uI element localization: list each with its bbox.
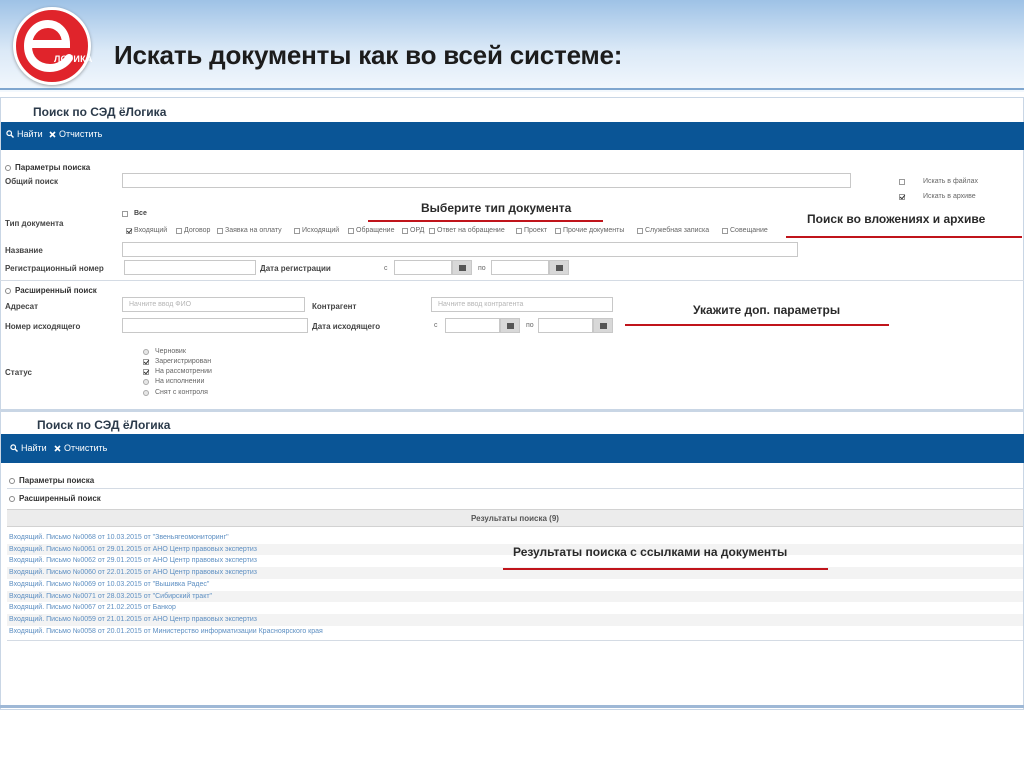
toolbar (1, 122, 1024, 150)
panel-title: Поиск по СЭД ёЛогика (37, 418, 171, 432)
checkbox-icon (516, 228, 522, 234)
result-link[interactable]: Входящий. Письмо №0058 от 20.01.2015 от Министерство информатизации Красноярского края (9, 627, 323, 635)
clear-label: Отчистить (64, 443, 108, 453)
doc-type-label: Тип документа (5, 219, 64, 228)
expand-icon (9, 496, 15, 502)
doc-type-label: Обращение (356, 227, 395, 234)
close-icon (49, 131, 56, 138)
divider (0, 280, 1024, 281)
doc-type-label: Заявка на оплату (225, 227, 282, 234)
search-files-checkbox[interactable] (899, 178, 978, 185)
outgoing-date-from-input[interactable] (445, 318, 500, 333)
callout-extra-params-line (625, 324, 889, 326)
header-rule (0, 88, 1024, 90)
params-section-toggle[interactable] (9, 476, 94, 485)
reg-date-from-input[interactable] (394, 260, 452, 275)
expand-icon (9, 478, 15, 484)
result-link[interactable]: Входящий. Письмо №0068 от 10.03.2015 от "Звеньягеомониторинг" (9, 534, 229, 541)
clear-button[interactable] (54, 443, 107, 453)
extended-section-label: Расширенный поиск (15, 286, 97, 295)
radio-icon (143, 390, 149, 396)
checkbox-icon (143, 359, 149, 365)
addressee-label: Адресат (5, 302, 38, 311)
outgoing-date-to-input[interactable] (538, 318, 593, 333)
radio-icon (143, 379, 149, 385)
status-under-review[interactable] (143, 368, 212, 375)
callout-attachments: Поиск во вложениях и архиве (807, 212, 986, 226)
callout-results: Результаты поиска с ссылками на документы (513, 545, 788, 559)
reg-date-label: Дата регистрации (260, 264, 331, 273)
radio-icon (143, 349, 149, 355)
params-section-label: Параметры поиска (19, 476, 95, 485)
doc-type-label: Ответ на обращение (437, 227, 505, 234)
callout-extra-params: Укажите доп. параметры (693, 303, 841, 317)
slide-title: Искать документы как во всей системе: (114, 40, 623, 70)
doc-type-label: Исходящий (302, 227, 340, 234)
params-section-toggle[interactable] (5, 163, 90, 172)
divider (7, 488, 1023, 489)
result-link[interactable]: Входящий. Письмо №0071 от 28.03.2015 от "Сибирский тракт" (7, 591, 1023, 603)
doc-type-payment-request[interactable] (217, 227, 282, 234)
general-search-label: Общий поиск (5, 177, 59, 186)
doc-type-label: Служебная записка (645, 227, 710, 234)
doc-type-label: Совещание (730, 227, 768, 234)
calendar-icon[interactable] (500, 318, 520, 333)
status-in-progress[interactable] (143, 378, 204, 385)
name-label: Название (5, 246, 43, 255)
addressee-input[interactable] (122, 297, 305, 312)
search-archive-label: Искать в архиве (923, 193, 976, 200)
panel-title: Поиск по СЭД ёЛогика (33, 105, 167, 119)
status-draft[interactable] (143, 348, 186, 355)
callout-doc-type: Выберите тип документа (421, 201, 572, 215)
callout-results-line (503, 568, 828, 570)
checkbox-icon (348, 228, 354, 234)
find-label: Найти (21, 443, 47, 453)
clear-button[interactable] (49, 129, 102, 139)
doc-type-label: ОРД (410, 227, 425, 234)
result-link[interactable]: Входящий. Письмо №0060 от 22.01.2015 от АНО Центр правовых экспертиз (7, 567, 1023, 579)
search-files-label: Искать в файлах (923, 178, 978, 185)
outgoing-number-input[interactable] (122, 318, 308, 333)
reg-date-to-label: по (478, 265, 486, 272)
callout-doc-type-line (368, 220, 603, 222)
find-button[interactable] (6, 129, 43, 139)
reg-date-from-label: с (384, 265, 388, 272)
general-search-input[interactable] (122, 173, 851, 188)
doc-type-other[interactable] (555, 227, 624, 234)
clear-label: Отчистить (59, 129, 103, 139)
outgoing-date-label: Дата исходящего (312, 322, 381, 331)
search-icon (10, 444, 18, 452)
status-option-label: Черновик (155, 348, 186, 355)
status-registered[interactable] (143, 358, 211, 365)
collapse-icon (5, 165, 11, 171)
result-link[interactable]: Входящий. Письмо №0061 от 29.01.2015 от АНО Центр правовых экспертиз (7, 544, 1023, 556)
find-button[interactable] (10, 443, 47, 453)
checkbox-icon (143, 369, 149, 375)
extended-section-toggle[interactable] (9, 494, 101, 503)
counterparty-label: Контрагент (312, 302, 357, 311)
doc-type-outgoing[interactable] (294, 227, 339, 234)
checkbox-icon (429, 228, 435, 234)
doc-type-label: Входящий (134, 227, 168, 234)
doc-type-label: Договор (184, 227, 211, 234)
outgoing-date-to-label: по (526, 322, 534, 329)
checkbox-icon (217, 228, 223, 234)
all-types-label: Все (134, 210, 147, 217)
checkbox-icon (637, 228, 643, 234)
outgoing-date-from-label: с (434, 322, 438, 329)
calendar-icon[interactable] (452, 260, 472, 275)
doc-type-label: Прочие документы (563, 227, 625, 234)
checkbox-icon (899, 179, 905, 185)
doc-type-ord[interactable] (402, 227, 424, 234)
status-option-label: Снят с контроля (155, 389, 208, 396)
logo-e-icon (16, 10, 88, 82)
checkbox-icon (122, 211, 128, 217)
status-label: Статус (5, 368, 32, 377)
doc-type-project[interactable] (516, 227, 547, 234)
result-link[interactable]: Входящий. Письмо №0062 от 29.01.2015 от АНО Центр правовых экспертиз (9, 557, 257, 565)
checkbox-icon (294, 228, 300, 234)
search-icon (6, 130, 14, 138)
extended-section-toggle[interactable] (5, 286, 97, 295)
checkbox-icon (555, 228, 561, 234)
status-option-label: Зарегистрирован (155, 358, 212, 365)
results-title: Результаты поиска (9) (471, 514, 559, 523)
reg-number-input[interactable] (124, 260, 256, 275)
logo-text: ЛОГИКА (54, 54, 93, 64)
outgoing-number-label: Номер исходящего (5, 322, 81, 331)
doc-type-appeal-reply[interactable] (429, 227, 505, 234)
extended-section-label: Расширенный поиск (19, 494, 101, 503)
reg-number-label: Регистрационный номер (5, 264, 104, 273)
doc-type-meeting[interactable] (722, 227, 768, 234)
result-link[interactable]: Входящий. Письмо №0067 от 21.02.2015 от Банкор (9, 604, 176, 612)
doc-type-label: Проект (524, 227, 548, 234)
calendar-icon[interactable] (593, 318, 613, 333)
status-option-label: На исполнении (155, 378, 205, 385)
bottom-rule (0, 705, 1024, 708)
doc-type-contract[interactable] (176, 227, 210, 234)
checkbox-icon (126, 228, 132, 234)
checkbox-icon (722, 228, 728, 234)
collapse-icon (5, 288, 11, 294)
status-option-label: На рассмотрении (155, 368, 212, 375)
name-input[interactable] (122, 242, 798, 257)
callout-attachments-line (786, 236, 1022, 238)
checkbox-icon (899, 194, 905, 200)
params-section-label: Параметры поиска (15, 163, 91, 172)
search-archive-checkbox[interactable] (899, 193, 976, 200)
close-icon (54, 445, 61, 452)
toolbar (1, 434, 1024, 463)
doc-type-memo[interactable] (637, 227, 709, 234)
results-end-divider (7, 640, 1023, 641)
reg-date-to-input[interactable] (491, 260, 549, 275)
doc-type-appeal[interactable] (348, 227, 394, 234)
checkbox-icon (402, 228, 408, 234)
elogika-logo (13, 7, 91, 85)
calendar-icon[interactable] (549, 260, 569, 275)
results-header (7, 509, 1023, 527)
status-removed[interactable] (143, 389, 208, 396)
doc-type-incoming[interactable] (126, 227, 167, 234)
result-link[interactable]: Входящий. Письмо №0069 от 10.03.2015 от "Вышивка Радес" (9, 580, 210, 588)
result-link[interactable]: Входящий. Письмо №0059 от 21.01.2015 от АНО Центр правовых экспертиз (7, 614, 1023, 626)
checkbox-icon (176, 228, 182, 234)
all-types-checkbox[interactable] (122, 210, 147, 217)
find-label: Найти (17, 129, 43, 139)
counterparty-input[interactable] (431, 297, 613, 312)
